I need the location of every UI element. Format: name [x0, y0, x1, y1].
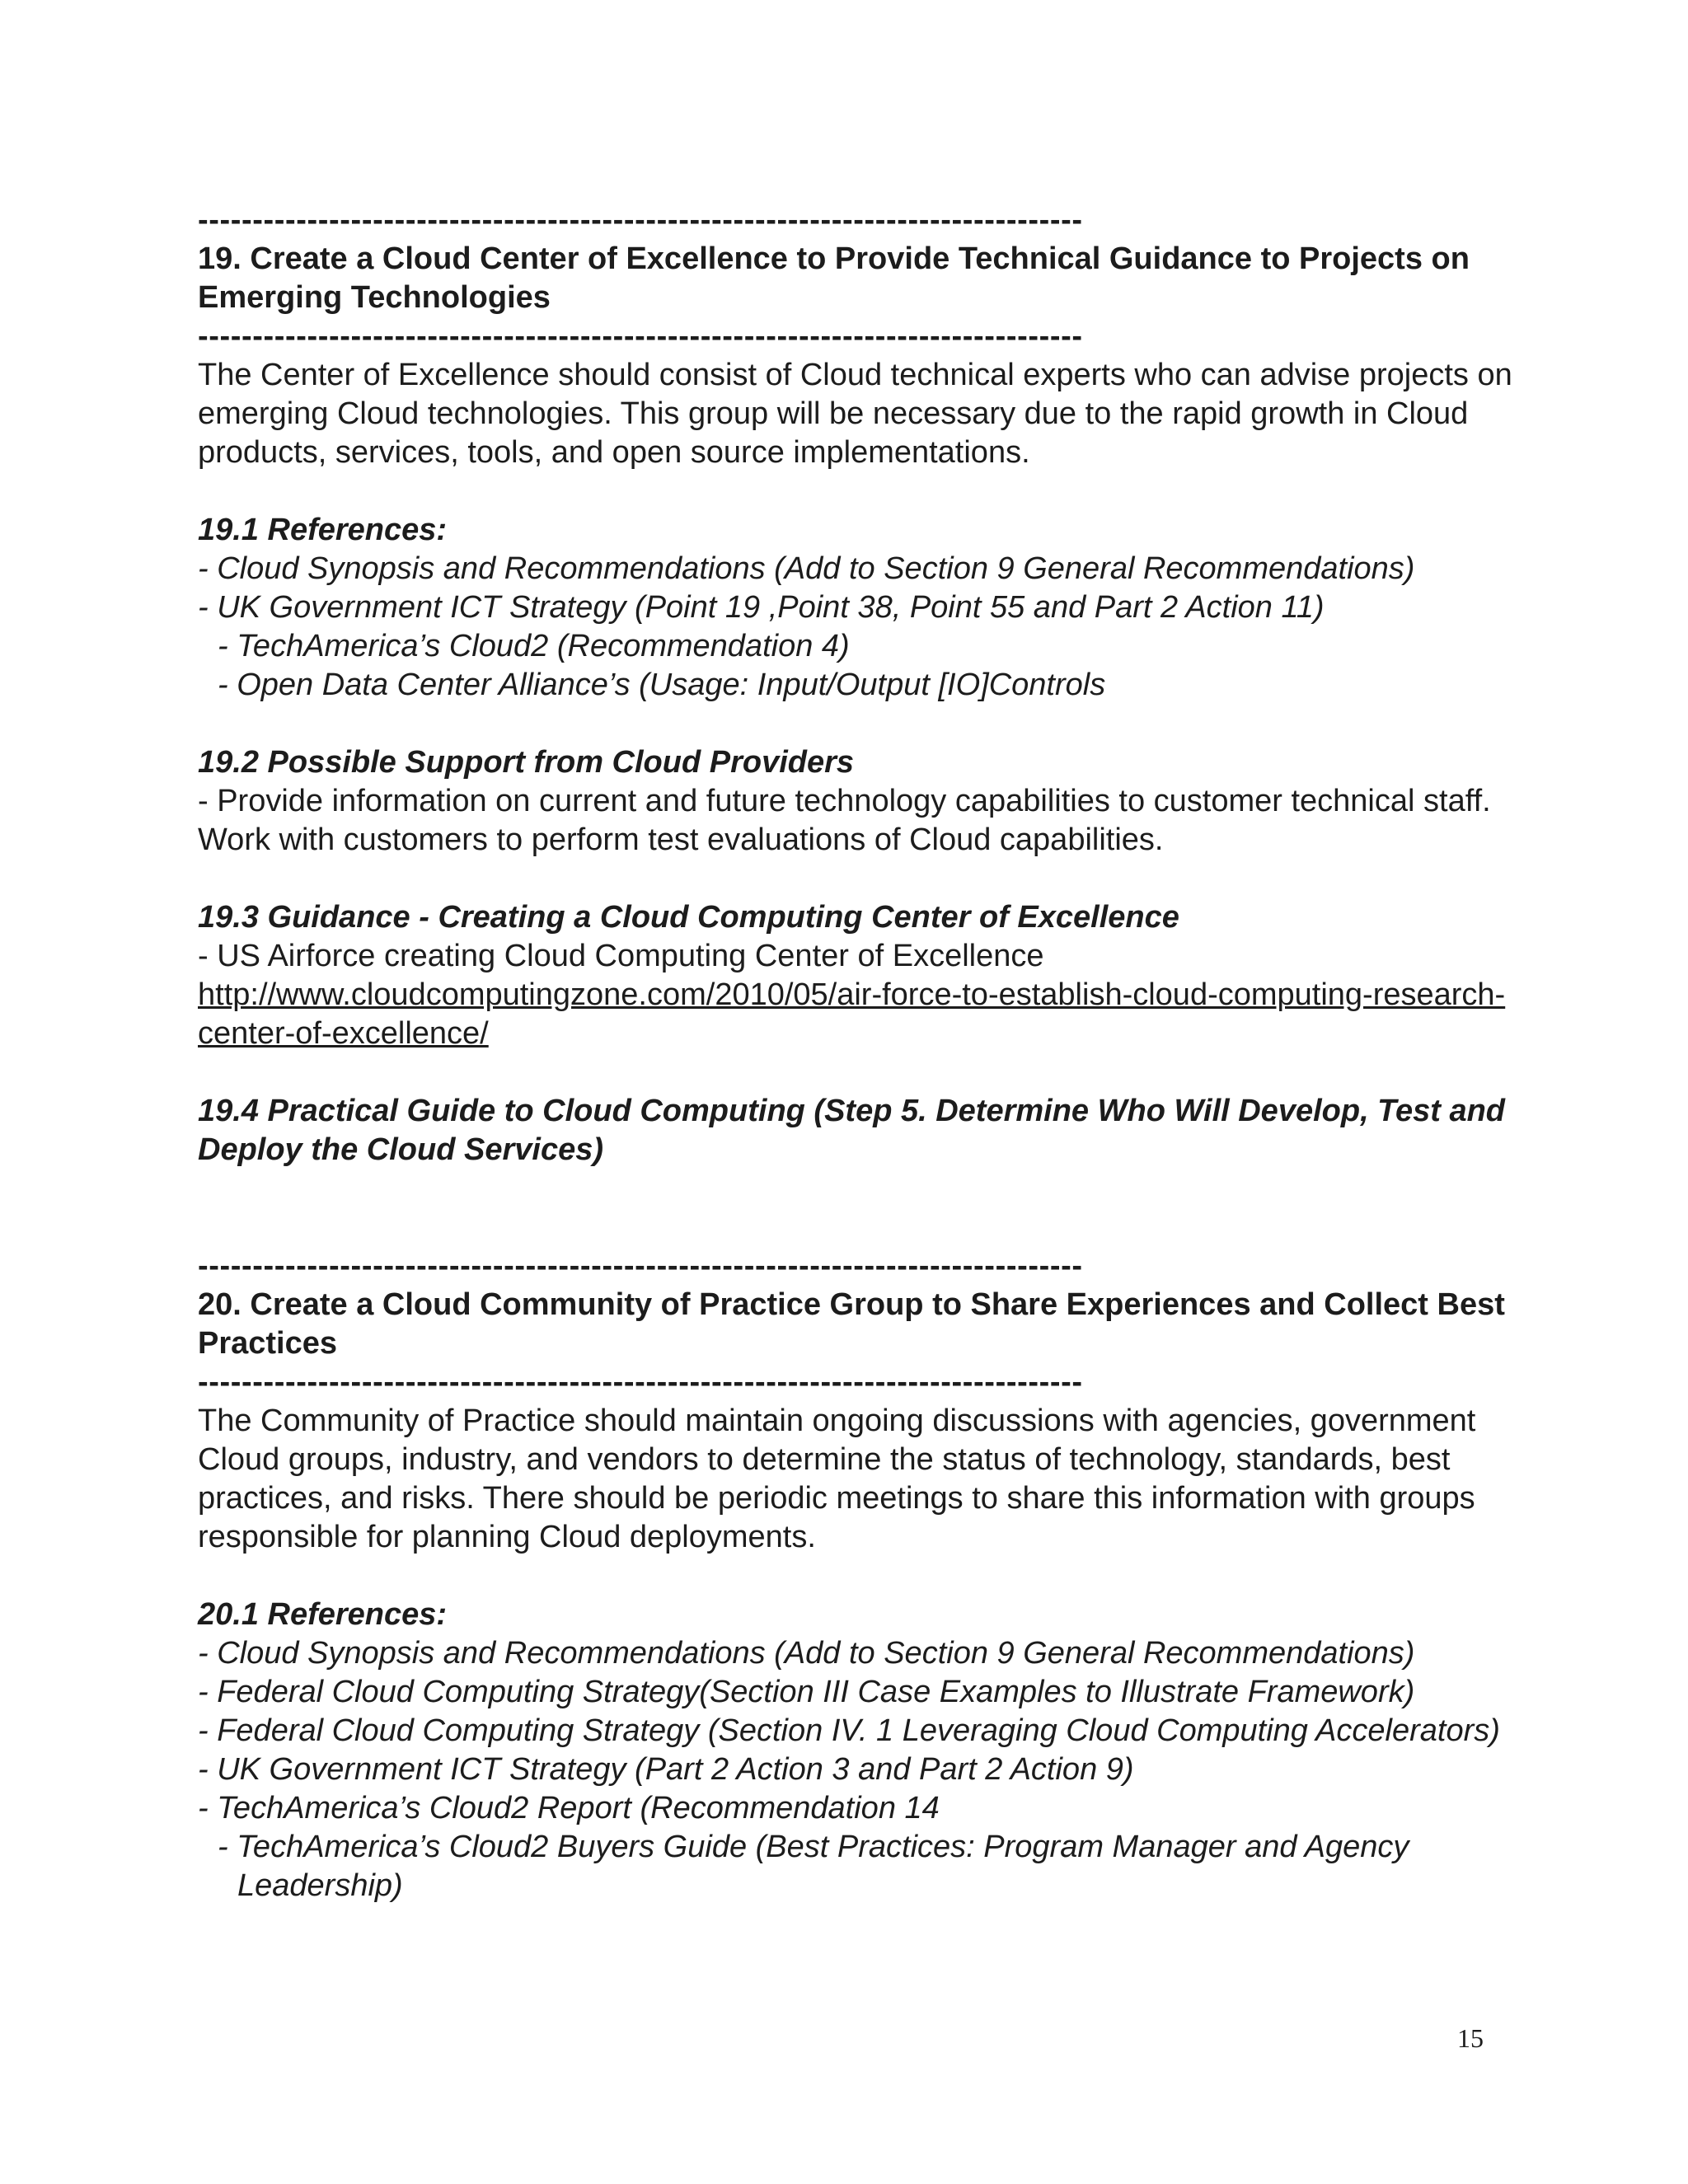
section-19-3-item: - US Airforce creating Cloud Computing Center of Excellence — [198, 939, 1044, 973]
section-divider: --------------------------------------------------------------------------------- — [198, 1249, 1083, 1283]
page-number: 15 — [1457, 2023, 1484, 2053]
section-19-3-heading: 19.3 Guidance - Creating a Cloud Computing Center of Excellence — [198, 900, 1179, 935]
section-divider: --------------------------------------------------------------------------------- — [198, 319, 1083, 354]
reference-item: - TechAmerica’s Cloud2 Buyers Guide (Best Practices: Program Manager and Agency Leadership) — [218, 1830, 1409, 1903]
reference-item: - UK Government ICT Strategy (Point 19 ,Point 38, Point 55 and Part 2 Action 11) — [198, 590, 1325, 625]
section-19-2-heading: 19.2 Possible Support from Cloud Providers — [198, 745, 855, 780]
reference-item: - Cloud Synopsis and Recommendations (Add to Section 9 General Recommendations) — [198, 551, 1415, 586]
section-divider: --------------------------------------------------------------------------------- — [198, 1365, 1083, 1399]
section-19-2-body: - Provide information on current and future technology capabilities to customer technical staff. Work with customers to perform test evaluations of Cloud capabilities. — [198, 784, 1491, 857]
reference-item: - TechAmerica’s Cloud2 (Recommendation 4) — [218, 629, 850, 663]
section-19-body: The Center of Excellence should consist of Cloud technical experts who can advise projects on emerging Cloud technologies. This group will be necessary due to the rapid growth in Cloud products, services, tools, and open source implementations. — [198, 358, 1512, 470]
section-19-title: 19. Create a Cloud Center of Excellence to Provide Technical Guidance to Projects on Emerging Technologies — [198, 241, 1470, 315]
page-content — [198, 201, 1517, 1905]
reference-item: - Cloud Synopsis and Recommendations (Add to Section 9 General Recommendations) — [198, 1636, 1415, 1671]
section-20-body: The Community of Practice should maintain ongoing discussions with agencies, government Cloud groups, industry, and vendors to determine the status of technology, standards, best practices, and risks. There should be periodic meetings to share this information with groups responsible for planning Cloud deployments. — [198, 1404, 1476, 1554]
reference-item: - TechAmerica’s Cloud2 Report (Recommendation 14 — [198, 1791, 940, 1825]
reference-item: - Federal Cloud Computing Strategy (Section IV. 1 Leveraging Cloud Computing Accelerators) — [198, 1713, 1500, 1748]
reference-item: - Open Data Center Alliance’s (Usage: Input/Output [IO]Controls — [218, 668, 1106, 702]
section-19-4-heading: 19.4 Practical Guide to Cloud Computing (Step 5. Determine Who Will Develop, Test and Deploy the Cloud Services) — [198, 1094, 1506, 1167]
section-divider: --------------------------------------------------------------------------------- — [198, 203, 1083, 237]
section-20-1-heading: 20.1 References: — [198, 1597, 448, 1632]
section-19-1-heading: 19.1 References: — [198, 513, 448, 547]
section-20-title: 20. Create a Cloud Community of Practice Group to Share Experiences and Collect Best Practices — [198, 1287, 1505, 1361]
reference-item: - Federal Cloud Computing Strategy(Section III Case Examples to Illustrate Framework) — [198, 1675, 1415, 1709]
reference-item: - UK Government ICT Strategy (Part 2 Action 3 and Part 2 Action 9) — [198, 1752, 1134, 1787]
section-19-3-link-line — [198, 976, 1517, 1053]
air-force-cloud-link[interactable]: http://www.cloudcomputingzone.com/2010/05/air-force-to-establish-cloud-computing-research-center-of-excellence/ — [198, 977, 1506, 1051]
